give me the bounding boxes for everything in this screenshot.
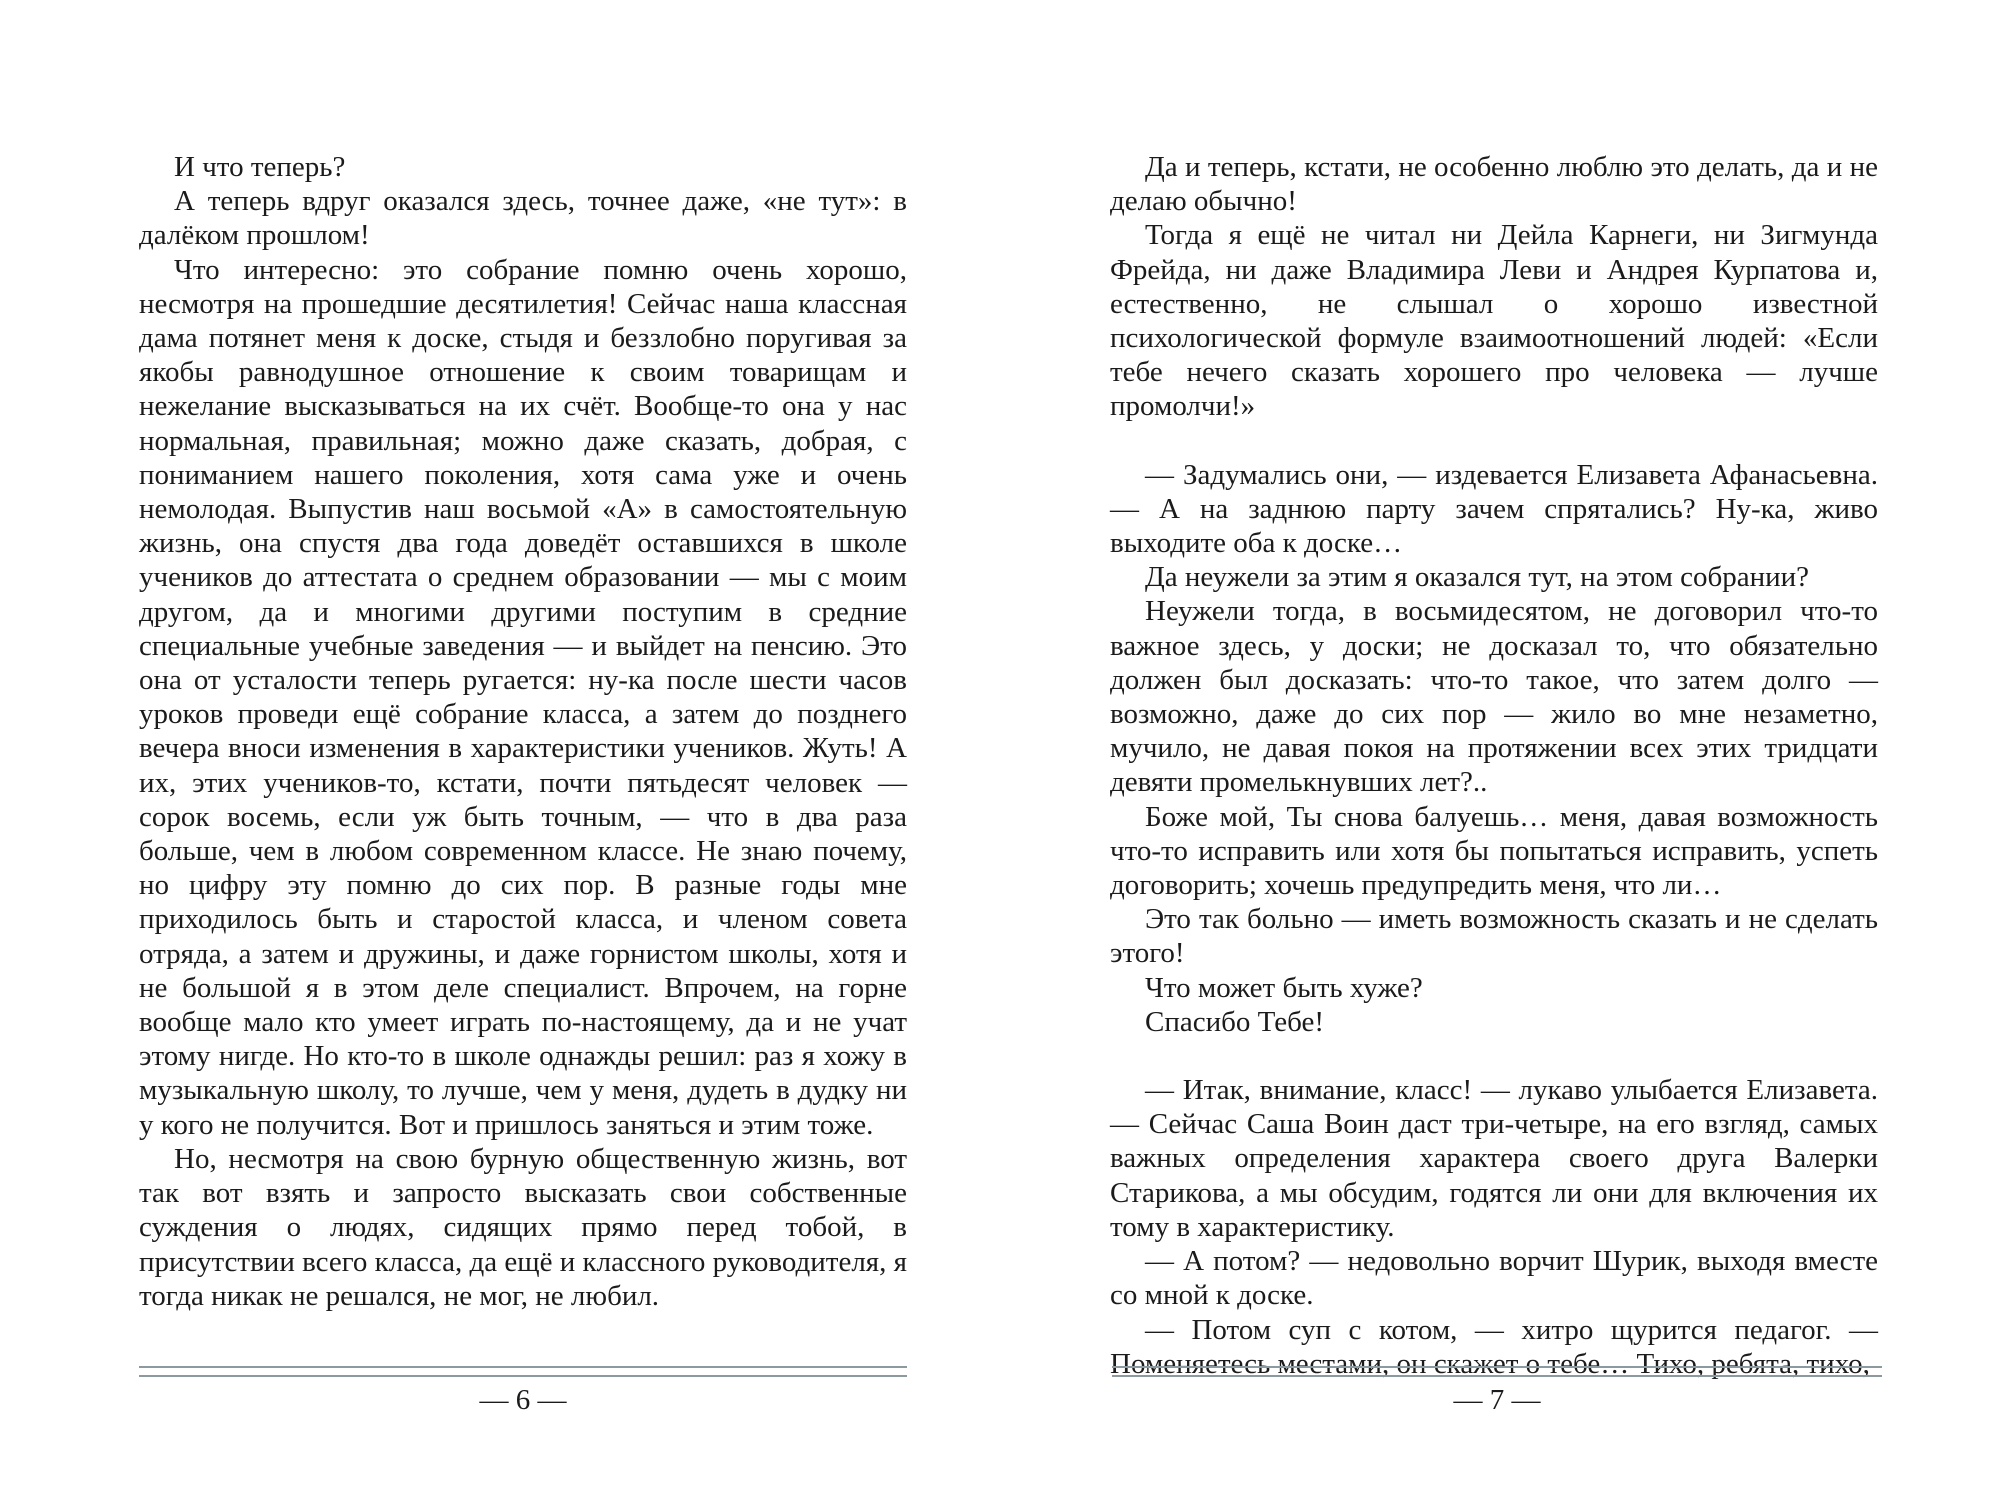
paragraph: И что теперь? (174, 151, 346, 183)
section-break (1110, 424, 1878, 458)
section-break (1110, 1039, 1878, 1073)
paragraph: — А потом? — недовольно ворчит Шурик, выходя вместе со мной к доске. (1110, 1245, 1878, 1312)
paragraph: Спасибо Тебе! (1145, 1005, 1325, 1038)
paragraph: А теперь вдруг оказался здесь, точнее даже, «не тут»: в далёком прошлом! (139, 185, 907, 252)
paragraph: Но, несмотря на свою бурную общественную жизнь, вот так вот взять и запросто высказать свои собственные суждения о людях, сидящих прямо перед тобой, в присутствии всего класса, да ещё и классного руководителя, я тогда никак не решался, не мог, не любил. (139, 1142, 907, 1312)
paragraph: Это так больно — иметь возможность сказать и не сделать этого! (1110, 903, 1878, 970)
right-page (1000, 0, 2000, 1486)
paragraph: Что может быть хуже? (1145, 971, 1423, 1004)
paragraph: Да неужели за этим я оказался тут, на этом собрании? (1145, 561, 1810, 594)
paragraph: Неужели тогда, в восьмидесятом, не договорил что-то важное здесь, у доски; не досказал то, что обязательно должен был досказать: что-то такое, что затем долго — возможно, даже до сих пор — жило во мне незаметно, мучило, не давая покоя на протяжении всех этих тридцати девяти промелькнувших лет?.. (1110, 595, 1878, 799)
paragraph: Тогда я ещё не читал ни Дейла Карнеги, ни Зигмунда Фрейда, ни даже Владимира Леви и Андрея Курпатова и, естественно, не слышал о хорошо известной психологической формуле взаимоотношений людей: «Если тебе нечего сказать хорошего про человека — лучше промолчи!» (1110, 219, 1878, 423)
paragraph: — Итак, внимание, класс! — лукаво улыбается Елизавета. — Сейчас Саша Воин даст три-четыре, на его взгляд, самых важных определения характера своего друга Валерки Старикова, а мы обсудим, годятся ли они для включения их тому в характеристику. (1110, 1074, 1878, 1243)
paragraph: — Задумались они, — издевается Елизавета Афанасьевна. — А на заднюю парту зачем спрятались? Ну-ка, живо выходите оба к доске… (1110, 458, 1878, 560)
left-page-text (139, 150, 907, 1360)
footer-double-rule (139, 1366, 907, 1377)
paragraph: Что интересно: это собрание помню очень хорошо, несмотря на прошедшие десятилетия! Сейчас наша классная дама потянет меня к доске, стыдя и беззлобно поругивая за якобы равнодушное отношение к своим товарищам и нежелание высказываться на их счёт. Вообще-то она у нас нормальная, правильная; можно даже сказать, добрая, с пониманием нашего поколения, хотя сама уже и очень немолодая. Выпустив наш восьмой «А» в самостоятельную жизнь, она спустя два года доведёт оставшихся в школе учеников до аттестата о среднем образовании — мы с моим другом, да и многими другими поступим в средние специальные учебные заведения — и выйдет на пенсию. Это она от усталости теперь ругается: ну-ка после шести часов уроков проведи ещё собрание класса, а затем до позднего вечера вноси изменения в характеристики учеников. Жуть! А их, этих учеников-то, кстати, почти пятьдесят человек — сорок восемь, если уж быть точным, — что в два раза больше, чем в любом современном классе. Не знаю почему, но цифру эту помню до сих пор. В разные годы мне приходилось быть и старостой класса, и членом совета отряда, а затем и дружины, и даже горнистом школы, хотя и не большой я в этом деле специалист. Впрочем, на горне вообще мало кто умеет играть по-настоящему, да и не учат этому нигде. Но кто-то в школе однажды решил: раз я хожу в музыкальную школу, то лучше, чем у меня, дудеть в дудку ни у кого не получится. Вот и пришлось заняться и этим тоже. (139, 253, 907, 1141)
paragraph: Боже мой, Ты снова балуешь… меня, давая возможность что-то исправить или хотя бы попытаться исправить, успеть договорить; хочешь предупредить меня, что ли… (1110, 800, 1878, 902)
page-number: — 7 — (1453, 1384, 1541, 1416)
paragraph: — Потом суп с котом, — хитро щурится педагог. — Поменяетесь местами, он скажет о тебе… Тихо, ребята, тихо, (1110, 1313, 1878, 1380)
page-number: — 6 — (479, 1384, 567, 1416)
footer-double-rule (1112, 1366, 1882, 1377)
right-page-text (1110, 150, 1878, 1380)
paragraph: Да и теперь, кстати, не особенно люблю это делать, да и не делаю обычно! (1110, 151, 1878, 218)
